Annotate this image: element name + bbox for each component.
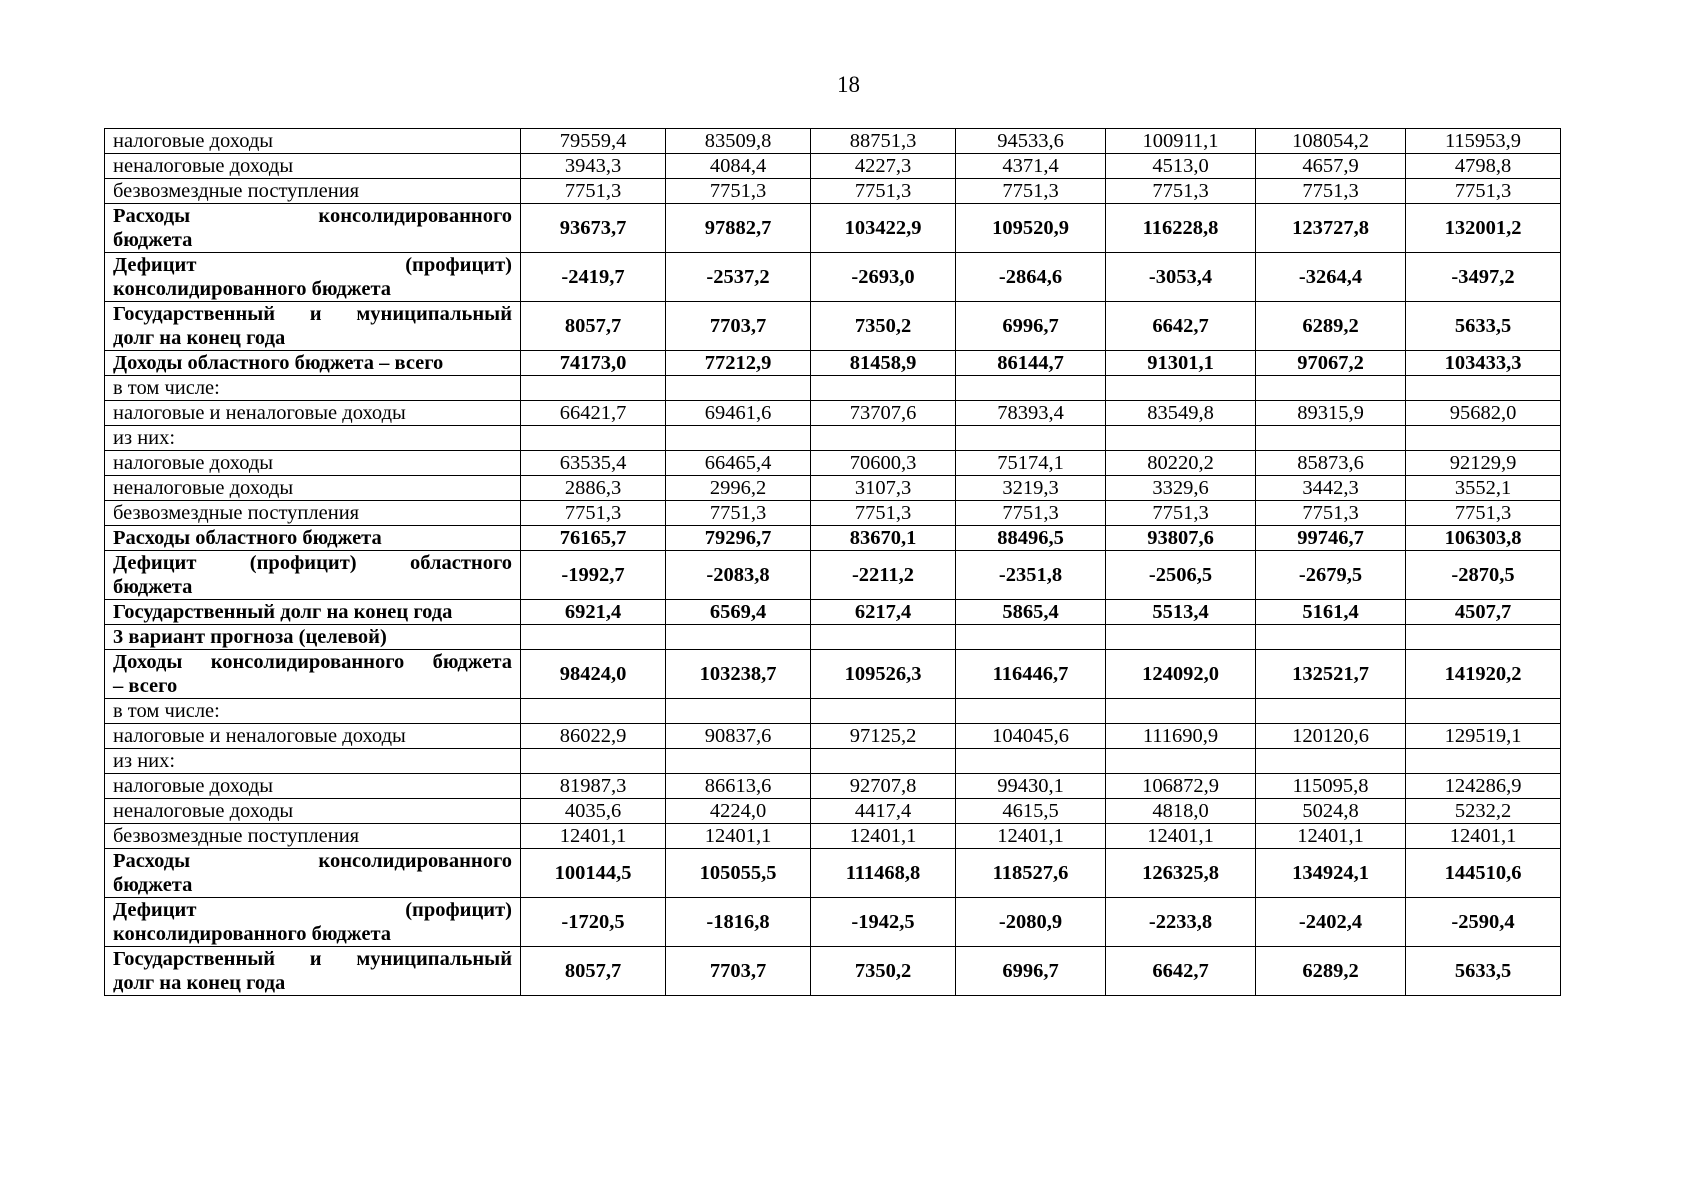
value-cell: 86022,9 [521,724,666,749]
value-cell: 97882,7 [666,204,811,253]
value-cell [956,426,1106,451]
value-cell [1256,749,1406,774]
table-row [105,501,1561,526]
value-cell: 105055,5 [666,849,811,898]
value-cell: 4615,5 [956,799,1106,824]
value-cell: -1816,8 [666,898,811,947]
value-cell: -2679,5 [1256,551,1406,600]
value-cell: 80220,2 [1106,451,1256,476]
value-cell: 81458,9 [811,351,956,376]
value-cell: 92707,8 [811,774,956,799]
value-cell: 5232,2 [1406,799,1561,824]
value-cell: 129519,1 [1406,724,1561,749]
value-cell: 104045,6 [956,724,1106,749]
value-cell [1406,699,1561,724]
row-label: безвозмездные поступления [105,179,521,204]
value-cell [956,625,1106,650]
value-cell: 93673,7 [521,204,666,253]
table-row [105,351,1561,376]
row-label-line: бюджета [113,229,193,251]
value-cell: -2080,9 [956,898,1106,947]
value-cell: 144510,6 [1406,849,1561,898]
value-cell: 3552,1 [1406,476,1561,501]
row-label-line: долг на конец года [113,972,286,994]
value-cell: 103433,3 [1406,351,1561,376]
value-cell [521,625,666,650]
value-cell: -3053,4 [1106,253,1256,302]
value-cell: 6996,7 [956,302,1106,351]
value-cell: -1992,7 [521,551,666,600]
table-row [105,898,1561,947]
value-cell: 132001,2 [1406,204,1561,253]
value-cell: 7751,3 [956,501,1106,526]
value-cell: 3329,6 [1106,476,1256,501]
value-cell: 7350,2 [811,947,956,996]
value-cell: -2590,4 [1406,898,1561,947]
row-label: налоговые доходы [105,774,521,799]
table-row [105,179,1561,204]
value-cell: 141920,2 [1406,650,1561,699]
row-label: неналоговые доходы [105,476,521,501]
value-cell: 5513,4 [1106,600,1256,625]
value-cell: 7350,2 [811,302,956,351]
value-cell: 4513,0 [1106,154,1256,179]
value-cell: 103238,7 [666,650,811,699]
table-row [105,699,1561,724]
value-cell: 124092,0 [1106,650,1256,699]
value-cell: 4224,0 [666,799,811,824]
value-cell: 97067,2 [1256,351,1406,376]
value-cell: 109520,9 [956,204,1106,253]
value-cell: 7703,7 [666,947,811,996]
value-cell [1256,625,1406,650]
value-cell: 106872,9 [1106,774,1256,799]
value-cell [956,749,1106,774]
value-cell: 95682,0 [1406,401,1561,426]
row-label: Доходы областного бюджета – всего [105,351,521,376]
table-row [105,129,1561,154]
value-cell: 99430,1 [956,774,1106,799]
value-cell: 6569,4 [666,600,811,625]
value-cell: 8057,7 [521,302,666,351]
table-row [105,154,1561,179]
value-cell: 118527,6 [956,849,1106,898]
value-cell: 12401,1 [1106,824,1256,849]
value-cell: 70600,3 [811,451,956,476]
row-label: в том числе: [105,699,521,724]
value-cell: 4084,4 [666,154,811,179]
value-cell: -1720,5 [521,898,666,947]
value-cell: 12401,1 [666,824,811,849]
value-cell: 116228,8 [1106,204,1256,253]
row-label [105,849,521,898]
value-cell: 66465,4 [666,451,811,476]
value-cell [811,749,956,774]
table-row [105,600,1561,625]
row-label: из них: [105,426,521,451]
value-cell: 86613,6 [666,774,811,799]
value-cell [521,426,666,451]
row-label-line: Дефицит (профицит) [113,254,512,276]
value-cell: 4035,6 [521,799,666,824]
value-cell: 132521,7 [1256,650,1406,699]
value-cell: 91301,1 [1106,351,1256,376]
value-cell: 74173,0 [521,351,666,376]
value-cell: 6217,4 [811,600,956,625]
row-label: налоговые доходы [105,451,521,476]
value-cell: 2886,3 [521,476,666,501]
value-cell: 79559,4 [521,129,666,154]
value-cell: 7751,3 [521,179,666,204]
value-cell [1106,699,1256,724]
value-cell: 108054,2 [1256,129,1406,154]
value-cell: 12401,1 [956,824,1106,849]
value-cell: -3264,4 [1256,253,1406,302]
table-row [105,253,1561,302]
value-cell: 120120,6 [1256,724,1406,749]
value-cell: 5161,4 [1256,600,1406,625]
value-cell: 4507,7 [1406,600,1561,625]
row-label-line: консолидированного бюджета [113,278,392,300]
value-cell: 111468,8 [811,849,956,898]
value-cell: 126325,8 [1106,849,1256,898]
value-cell: 100911,1 [1106,129,1256,154]
value-cell [1106,426,1256,451]
page-number: 18 [837,72,860,97]
value-cell: 97125,2 [811,724,956,749]
row-label [105,204,521,253]
value-cell: 90837,6 [666,724,811,749]
table-row [105,302,1561,351]
value-cell: 98424,0 [521,650,666,699]
value-cell [1406,625,1561,650]
value-cell: 116446,7 [956,650,1106,699]
value-cell: 85873,6 [1256,451,1406,476]
value-cell: 4818,0 [1106,799,1256,824]
row-label-line: Государственный и муниципальный [113,948,512,970]
value-cell: 4417,4 [811,799,956,824]
value-cell [811,699,956,724]
value-cell [666,749,811,774]
row-label-line: долг на конец года [113,327,286,349]
value-cell: 7751,3 [1106,501,1256,526]
value-cell: 12401,1 [1406,824,1561,849]
value-cell: 4371,4 [956,154,1106,179]
row-label: налоговые доходы [105,129,521,154]
value-cell: 5633,5 [1406,947,1561,996]
value-cell: 76165,7 [521,526,666,551]
table-row [105,724,1561,749]
row-label: неналоговые доходы [105,799,521,824]
value-cell: 75174,1 [956,451,1106,476]
value-cell: -2402,4 [1256,898,1406,947]
value-cell: 5865,4 [956,600,1106,625]
value-cell: 94533,6 [956,129,1106,154]
value-cell [956,376,1106,401]
table-body [105,129,1561,996]
value-cell: 7751,3 [1256,179,1406,204]
row-label-line: Доходы консолидированного бюджета [113,651,512,673]
row-label [105,947,521,996]
value-cell [1406,376,1561,401]
value-cell: 109526,3 [811,650,956,699]
row-label [105,551,521,600]
value-cell: 12401,1 [811,824,956,849]
value-cell: 79296,7 [666,526,811,551]
value-cell: 3943,3 [521,154,666,179]
value-cell: 83509,8 [666,129,811,154]
row-label-line: бюджета [113,576,193,598]
row-label: из них: [105,749,521,774]
value-cell: 86144,7 [956,351,1106,376]
table-row [105,774,1561,799]
value-cell [1106,749,1256,774]
value-cell: 7751,3 [1406,179,1561,204]
row-label [105,650,521,699]
value-cell: 3219,3 [956,476,1106,501]
value-cell: 6289,2 [1256,947,1406,996]
value-cell: 111690,9 [1106,724,1256,749]
value-cell [521,376,666,401]
value-cell: -2506,5 [1106,551,1256,600]
value-cell: 7751,3 [666,501,811,526]
value-cell: 2996,2 [666,476,811,501]
value-cell: 4227,3 [811,154,956,179]
row-label: безвозмездные поступления [105,824,521,849]
value-cell: 66421,7 [521,401,666,426]
value-cell: 89315,9 [1256,401,1406,426]
value-cell: 12401,1 [1256,824,1406,849]
value-cell: -2419,7 [521,253,666,302]
value-cell: 7751,3 [521,501,666,526]
value-cell: -2083,8 [666,551,811,600]
value-cell [666,376,811,401]
value-cell: 99746,7 [1256,526,1406,551]
row-label [105,253,521,302]
value-cell [1256,376,1406,401]
value-cell: -2351,8 [956,551,1106,600]
row-label: неналоговые доходы [105,154,521,179]
row-label: безвозмездные поступления [105,501,521,526]
value-cell: 63535,4 [521,451,666,476]
value-cell: 103422,9 [811,204,956,253]
value-cell [1406,426,1561,451]
value-cell [666,426,811,451]
value-cell: -2537,2 [666,253,811,302]
row-label: налоговые и неналоговые доходы [105,401,521,426]
value-cell [811,426,956,451]
value-cell: 3442,3 [1256,476,1406,501]
table-row [105,625,1561,650]
row-label-line: Дефицит (профицит) областного [113,552,512,574]
value-cell: 77212,9 [666,351,811,376]
value-cell [956,699,1106,724]
row-label: в том числе: [105,376,521,401]
value-cell: 81987,3 [521,774,666,799]
table-row [105,749,1561,774]
value-cell: 7751,3 [1406,501,1561,526]
value-cell: 83670,1 [811,526,956,551]
value-cell: -2870,5 [1406,551,1561,600]
value-cell: 7751,3 [1106,179,1256,204]
value-cell: 8057,7 [521,947,666,996]
row-label-line: бюджета [113,874,193,896]
value-cell [521,699,666,724]
table-row [105,849,1561,898]
value-cell: 6642,7 [1106,302,1256,351]
value-cell: 7751,3 [811,501,956,526]
value-cell: 88496,5 [956,526,1106,551]
value-cell: 134924,1 [1256,849,1406,898]
table-row [105,526,1561,551]
value-cell: 115953,9 [1406,129,1561,154]
value-cell [1256,426,1406,451]
value-cell: 115095,8 [1256,774,1406,799]
table-row [105,824,1561,849]
value-cell [1106,376,1256,401]
value-cell [521,749,666,774]
table-row [105,799,1561,824]
value-cell: 123727,8 [1256,204,1406,253]
table-row [105,650,1561,699]
value-cell [811,376,956,401]
row-label [105,898,521,947]
value-cell: 100144,5 [521,849,666,898]
row-label-line: Расходы консолидированного [113,205,512,227]
value-cell: 7751,3 [1256,501,1406,526]
value-cell: 5024,8 [1256,799,1406,824]
value-cell [666,699,811,724]
value-cell: 88751,3 [811,129,956,154]
value-cell: -1942,5 [811,898,956,947]
value-cell: 69461,6 [666,401,811,426]
row-label-line: Дефицит (профицит) [113,899,512,921]
value-cell: 93807,6 [1106,526,1256,551]
value-cell: -2693,0 [811,253,956,302]
value-cell: 12401,1 [521,824,666,849]
value-cell: 4657,9 [1256,154,1406,179]
row-label: 3 вариант прогноза (целевой) [105,625,521,650]
table-row [105,947,1561,996]
value-cell: 73707,6 [811,401,956,426]
value-cell: 5633,5 [1406,302,1561,351]
value-cell: 6996,7 [956,947,1106,996]
value-cell: 6289,2 [1256,302,1406,351]
value-cell: 7751,3 [811,179,956,204]
value-cell: 6921,4 [521,600,666,625]
value-cell [1406,749,1561,774]
row-label-line: – всего [113,675,178,697]
row-label: Государственный долг на конец года [105,600,521,625]
value-cell: 92129,9 [1406,451,1561,476]
table-row [105,451,1561,476]
value-cell: 106303,8 [1406,526,1561,551]
value-cell [811,625,956,650]
value-cell: -3497,2 [1406,253,1561,302]
row-label-line: Расходы консолидированного [113,850,512,872]
value-cell: 4798,8 [1406,154,1561,179]
table-row [105,426,1561,451]
value-cell: -2864,6 [956,253,1106,302]
value-cell: 6642,7 [1106,947,1256,996]
value-cell: 7703,7 [666,302,811,351]
row-label: Расходы областного бюджета [105,526,521,551]
row-label-line: консолидированного бюджета [113,923,392,945]
value-cell: 7751,3 [666,179,811,204]
value-cell [1256,699,1406,724]
value-cell: -2233,8 [1106,898,1256,947]
table-row [105,551,1561,600]
value-cell: 83549,8 [1106,401,1256,426]
value-cell: 124286,9 [1406,774,1561,799]
value-cell: 78393,4 [956,401,1106,426]
value-cell [666,625,811,650]
value-cell [1106,625,1256,650]
table-row [105,401,1561,426]
value-cell: -2211,2 [811,551,956,600]
budget-forecast-table [104,128,1561,996]
table-row [105,376,1561,401]
row-label-line: Государственный и муниципальный [113,303,512,325]
row-label [105,302,521,351]
row-label: налоговые и неналоговые доходы [105,724,521,749]
table-row [105,476,1561,501]
value-cell: 3107,3 [811,476,956,501]
value-cell: 7751,3 [956,179,1106,204]
table-row [105,204,1561,253]
